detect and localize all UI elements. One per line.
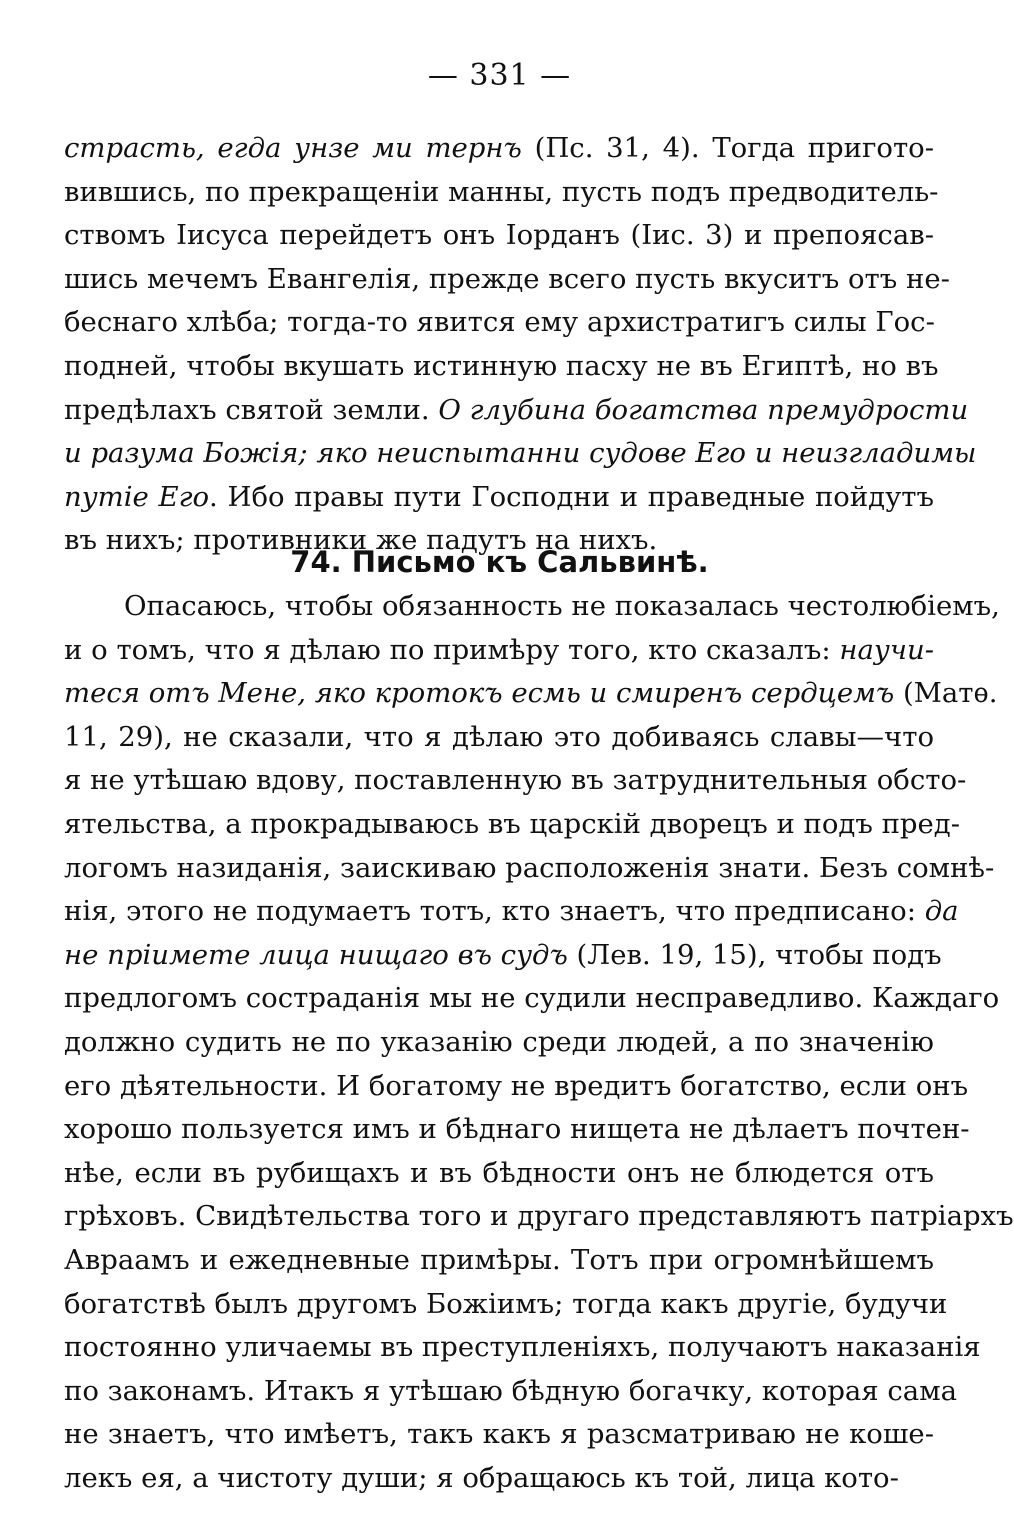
text-line	[64, 126, 934, 170]
text-line	[64, 671, 998, 715]
text-segment: (Лев. 19, 15), чтобы подъ	[567, 938, 942, 971]
page-number: — 331 —	[427, 58, 572, 93]
text-segment: (Матѳ.	[894, 677, 998, 710]
text-segment: ятельства, а прокрадываюсь въ царскiй дворецъ и подъ пред-	[64, 808, 961, 840]
text-line	[64, 1194, 1014, 1238]
text-segment: Авраамъ и ежедневные примѣры. Тотъ при огромнѣйшемъ	[64, 1244, 934, 1276]
text-line	[64, 300, 934, 344]
italic-quote: и разума Божiя; яко неиспытанни судове Его и неизгладимы	[64, 437, 977, 470]
text-segment: нѣе, если въ рубищахъ и въ бѣдности онъ не блюдется отъ	[64, 1156, 934, 1189]
text-line	[64, 1412, 934, 1456]
text-segment: шись мечемъ Евангелiя, прежде всего пусть вкуситъ отъ не-	[64, 262, 950, 295]
italic-quote: да	[924, 895, 959, 928]
text-segment: не знаетъ, что имѣетъ, такъ какъ я разсматриваю не коше-	[64, 1418, 934, 1451]
italic-quote: О глубина богатства премудрости	[438, 393, 969, 426]
text-segment: грѣховъ. Свидѣтельства того и другаго представляютъ патрiархъ	[64, 1200, 1014, 1233]
italic-quote: путiе Его	[64, 480, 210, 513]
text-line	[64, 1020, 934, 1064]
text-segment: вившись, по прекращенiи манны, пусть подъ предводитель-	[64, 175, 939, 208]
text-line	[64, 1151, 934, 1195]
text-line	[64, 1325, 981, 1369]
text-segment: предлогомъ состраданiя мы не судили несправедливо. Каждаго	[64, 982, 1000, 1015]
text-segment: богатствѣ былъ другомъ Божiимъ; тогда какъ другiе, будучи	[64, 1287, 948, 1320]
text-line	[64, 213, 934, 257]
text-segment: нiя, этого не подумаетъ тотъ, кто знаетъ, что предписано:	[64, 895, 925, 928]
text-line	[64, 257, 950, 301]
text-line	[64, 758, 967, 802]
text-line	[64, 431, 977, 475]
text-line	[64, 1238, 934, 1282]
text-segment: я не утѣшаю вдову, поставленную въ затруднительныя обсто-	[64, 764, 967, 797]
text-line	[64, 1282, 948, 1326]
text-segment: въ нихъ; противники же падутъ на нихъ.	[64, 524, 658, 557]
text-line	[64, 1456, 934, 1500]
text-line	[64, 344, 939, 388]
text-segment: 11, 29), не сказали, что я дѣлаю это добиваясь славы—что	[64, 720, 934, 753]
text-segment: Опасаюсь, чтобы обязанность не показалась честолюбiемъ,	[124, 590, 1000, 622]
text-segment: предѣлахъ святой земли.	[64, 393, 439, 426]
text-segment: (Пс. 31, 4). Тогда пригото-	[521, 132, 934, 164]
text-line	[64, 388, 969, 432]
text-line	[64, 628, 934, 672]
text-line	[64, 475, 934, 519]
text-segment: подней, чтобы вкушать истинную пасху не въ Египтѣ, но въ	[64, 350, 939, 382]
text-line	[64, 715, 934, 759]
letter-heading: 74. Письмо къ Сальвинѣ.	[290, 545, 709, 579]
text-segment: и о томъ, что я дѣлаю по примѣру того, кто сказалъ:	[64, 633, 840, 666]
text-segment: ствомъ Iисуса перейдетъ онъ Iорданъ (Iис. 3) и препоясав-	[64, 219, 934, 252]
text-segment: по законамъ. Итакъ я утѣшаю бѣдную богачку, которая сама	[64, 1374, 957, 1407]
italic-quote: теся отъ Мене, яко кротокъ есмь и смиренъ сердцемъ	[64, 677, 895, 710]
italic-quote: страсть, егда унзе ми тернъ	[64, 132, 522, 164]
text-line	[64, 889, 959, 933]
text-line	[64, 976, 1000, 1020]
text-segment: постоянно уличаемы въ преступленiяхъ, получаютъ наказанiя	[64, 1331, 981, 1364]
text-line	[64, 802, 961, 846]
text-line	[64, 1064, 969, 1108]
text-segment: лекъ ея, а чистоту души; я обращаюсь къ той, лица кото-	[64, 1462, 899, 1494]
italic-quote: научи-	[839, 633, 934, 666]
text-segment: логомъ назиданiя, заискиваю расположенiя знати. Безъ сомнѣ-	[64, 851, 995, 884]
text-line	[64, 170, 939, 214]
text-line	[64, 846, 995, 890]
text-line	[124, 584, 1000, 628]
text-segment: хорошо пользуется имъ и бѣднаго нищета не дѣлаетъ почтен-	[64, 1113, 970, 1146]
text-segment: беснаго хлѣба; тогда-то явится ему архистратигъ силы Гос-	[64, 306, 935, 339]
text-line	[64, 1107, 970, 1151]
text-line	[64, 933, 942, 977]
italic-quote: не прiимете лица нищаго въ судъ	[64, 938, 568, 971]
text-segment: его дѣятельности. И богатому не вредитъ богатство, если онъ	[64, 1069, 969, 1102]
text-line	[64, 1369, 957, 1413]
text-segment: должно судить не по указанiю среди людей, а по значенiю	[64, 1026, 934, 1058]
text-segment: . Ибо правы пути Господни и праведные пойдутъ	[209, 480, 934, 513]
